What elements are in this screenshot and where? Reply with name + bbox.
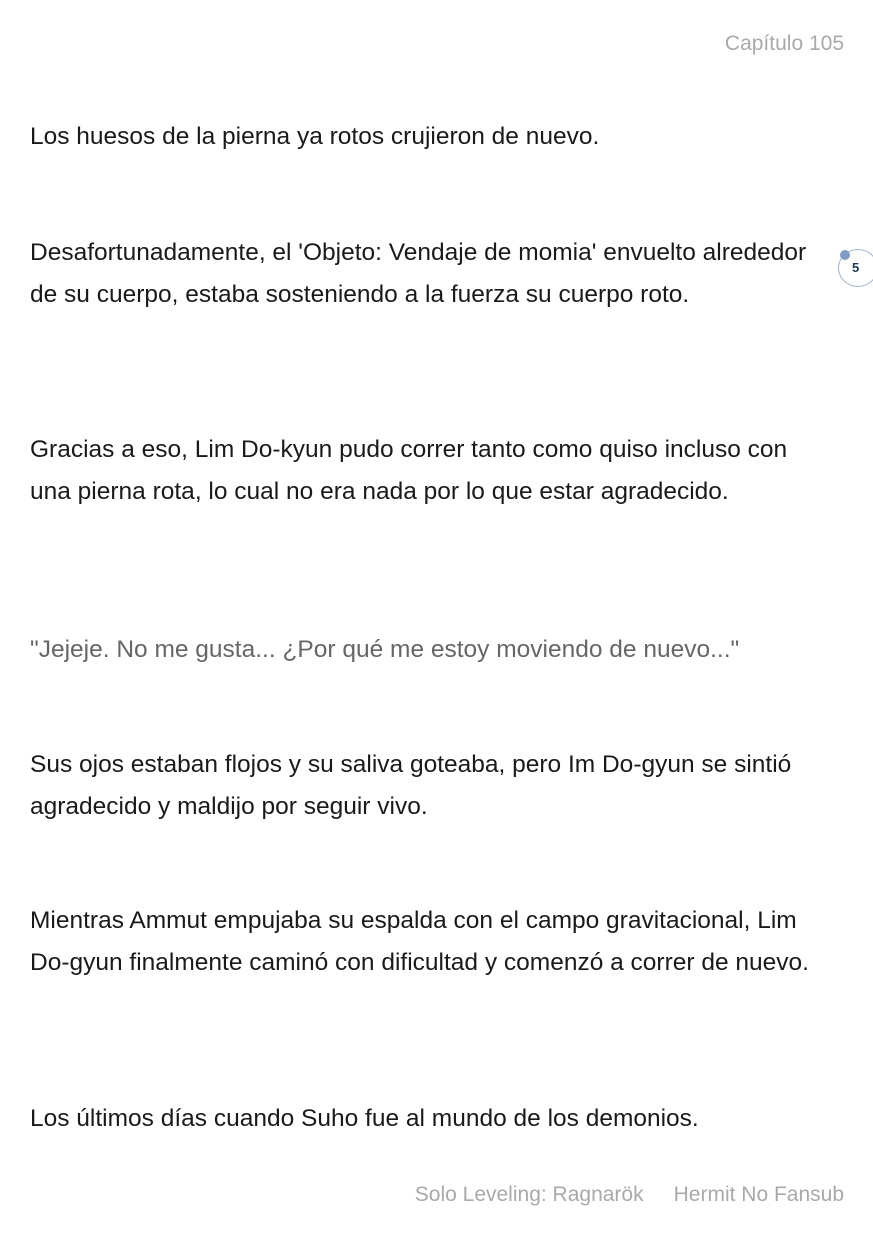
paragraph: Gracias a eso, Lim Do-kyun pudo correr tanto como quiso incluso con una pierna rota, lo cual no era nada por lo que estar agradecido. — [30, 436, 788, 505]
translator-name: Hermit No Fansub — [673, 1183, 844, 1206]
novel-title: Solo Leveling: Ragnarök — [414, 1183, 644, 1206]
paragraph: Sus ojos estaban flojos y su saliva goteaba, pero Im Do-gyun se sintió agradecido y maldijo por seguir vivo. — [30, 751, 792, 820]
paragraph: Los huesos de la pierna ya rotos crujieron de nuevo. — [30, 123, 600, 150]
paragraph: Los últimos días cuando Suho fue al mundo de los demonios. — [30, 1105, 699, 1132]
paragraph: Mientras Ammut empujaba su espalda con el campo gravitacional, Lim Do-gyun finalmente caminó con dificultad y comenzó a correr de nuevo. — [30, 907, 809, 976]
dialogue-paragraph: "Jejeje. No me gusta... ¿Por qué me estoy moviendo de nuevo..." — [30, 636, 740, 663]
paragraph: Desafortunadamente, el 'Objeto: Vendaje de momia' envuelto alrededor de su cuerpo, estaba sosteniendo a la fuerza su cuerpo roto. — [30, 239, 807, 308]
footer — [415, 1183, 844, 1207]
chapter-title: Capítulo 105 — [724, 32, 844, 55]
comment-count: 5 — [852, 260, 860, 275]
comment-dot-icon — [840, 250, 850, 260]
